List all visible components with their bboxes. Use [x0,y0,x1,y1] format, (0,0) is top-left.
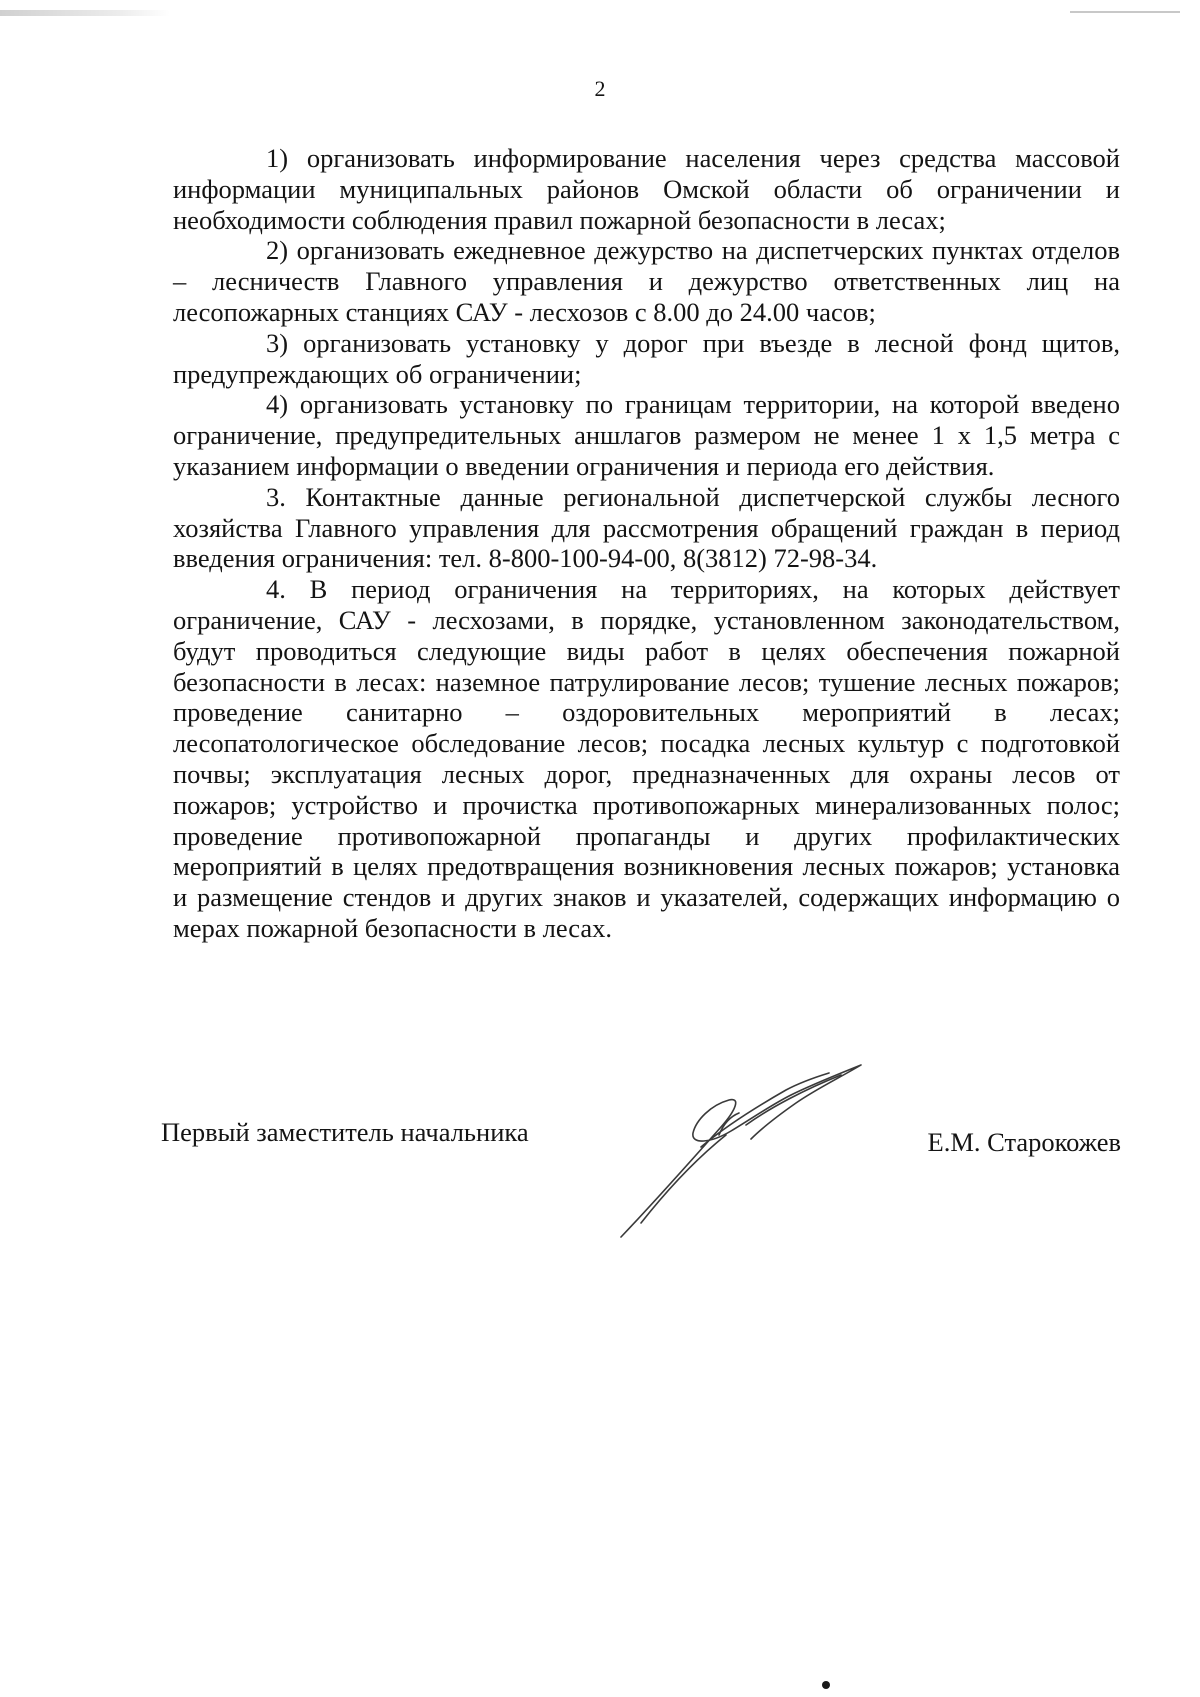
signature-block [161,1117,1121,1257]
scan-artifact-top-right [1070,11,1180,13]
page-number: 2 [594,76,606,101]
document-body [173,143,1120,944]
paragraph-item-3-road-signs: 3) организовать установку у дорог при въезде в лесной фонд щитов, предупреждающих об ограничении; [173,327,1120,389]
paragraph-item-1-inform-population: 1) организовать информирование населения через средства массовой информации муниципальных районов Омской области об ограничении и необходимости соблюдения правил пожарной безопасности в лесах; [173,143,1120,235]
scan-artifact-dot [822,1681,830,1689]
paragraph-section-4-works: 4. В период ограничения на территориях, на которых действует ограничение, САУ - лесхозами, в порядке, установленном законодательством, будут проводиться следующие виды работ в целях обеспечения пожарной безопасности в лесах: наземное патрулирование лесов; тушение лесных пожаров; проведение санитарно – оздоровительных мероприятий в лесах; лесопатологическое обследование лесов; посадка лесных культур с подготовкой почвы; эксплуатация лесных дорог, предназначенных для охраны лесов от пожаров; устройство и прочистка противопожарных минерализованных полос; проведение противопожарной пропаганды и других профилактических мероприятий в целях предотвращения возникновения лесных пожаров; установка и размещение стендов и других знаков и указателей, содержащих информацию о мерах пожарной безопасности в лесах. [173,574,1120,943]
signer-position: Первый заместитель начальника [161,1117,529,1147]
scan-artifact-top-left [0,10,170,16]
paragraph-item-4-boundary-signs: 4) организовать установку по границам территории, на которой введено ограничение, предупредительных аншлагов размером не менее 1 х 1,5 метра с указанием информации о введении ограничения и периода его действия. [173,389,1120,481]
paragraph-item-2-duty-schedule: 2) организовать ежедневное дежурство на диспетчерских пунктах отделов – лесничеств Главного управления и дежурство ответственных лиц на лесопожарных станциях САУ - лесхозов с 8.00 до 24.00 часов; [173,235,1120,327]
handwritten-signature-icon [601,1055,881,1245]
signer-name: Е.М. Старокожев [927,1127,1121,1157]
paragraph-section-3-contacts: 3. Контактные данные региональной диспетчерской службы лесного хозяйства Главного управления для рассмотрения обращений граждан в период введения ограничения: тел. 8-800-100-94-00, 8(3812) 72-98-34. [173,481,1120,574]
